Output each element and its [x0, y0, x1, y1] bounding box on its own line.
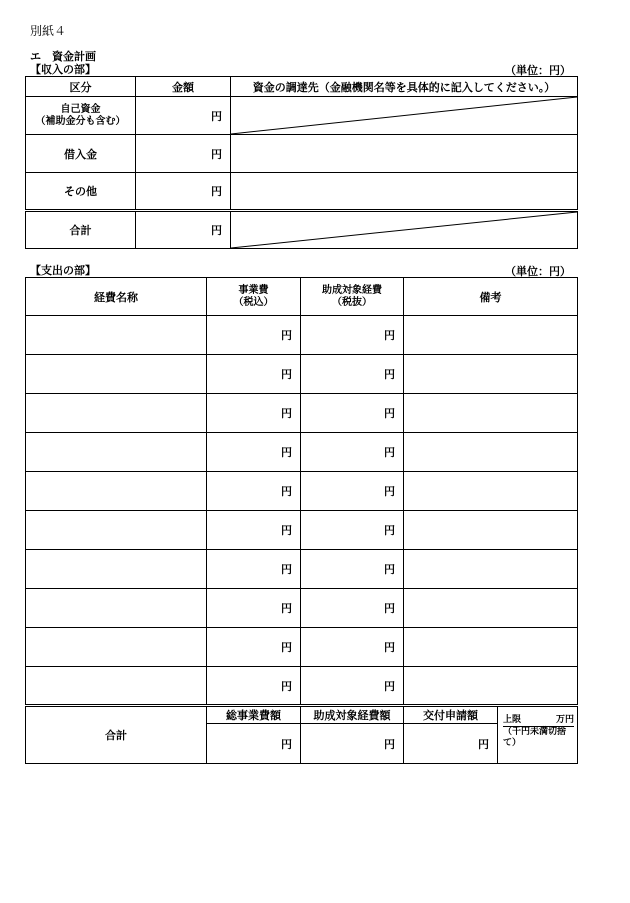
project-cost-cell[interactable]: 円 [207, 472, 301, 511]
row-total-label: 合計 [26, 211, 136, 249]
header-eligible-cost: 助成対象経費 （税抜） [301, 278, 404, 316]
own-funds-amount[interactable]: 円 [136, 97, 231, 135]
other-source[interactable] [231, 173, 578, 211]
form-number: 別紙４ [30, 24, 67, 38]
expense-row [26, 511, 578, 550]
project-cost-cell[interactable]: 円 [207, 394, 301, 433]
expense-name-cell[interactable] [26, 511, 207, 550]
limit-cell [498, 706, 578, 764]
remarks-cell[interactable] [404, 667, 578, 706]
limit-note: （千円未満切捨て） [503, 727, 567, 748]
remarks-cell[interactable] [404, 355, 578, 394]
project-cost-cell[interactable]: 円 [207, 628, 301, 667]
expense-name-cell[interactable] [26, 316, 207, 355]
expense-name-cell[interactable] [26, 589, 207, 628]
eligible-cost-cell[interactable]: 円 [301, 355, 404, 394]
eligible-cost-cell[interactable]: 円 [301, 511, 404, 550]
eligible-cost-cell[interactable]: 円 [301, 667, 404, 706]
request-amount-value[interactable]: 円 [404, 724, 498, 764]
project-cost-cell[interactable]: 円 [207, 589, 301, 628]
project-cost-cell[interactable]: 円 [207, 433, 301, 472]
expense-row [26, 316, 578, 355]
expense-name-cell[interactable] [26, 628, 207, 667]
expense-row [26, 394, 578, 433]
remarks-cell[interactable] [404, 628, 578, 667]
expense-name-cell[interactable] [26, 550, 207, 589]
expense-row [26, 628, 578, 667]
header-source: 資金の調達先（金融機関名等を具体的に記入してください。） [231, 77, 578, 97]
remarks-cell[interactable] [404, 589, 578, 628]
header-amount: 金額 [136, 77, 231, 97]
expense-name-cell[interactable] [26, 667, 207, 706]
expense-row [26, 667, 578, 706]
eligible-cost-cell[interactable]: 円 [301, 472, 404, 511]
other-amount[interactable]: 円 [136, 173, 231, 211]
own-funds-source-slashed [231, 97, 578, 135]
project-cost-cell[interactable]: 円 [207, 550, 301, 589]
row-loan-label: 借入金 [26, 135, 136, 173]
expense-total-label: 合計 [26, 706, 207, 764]
row-own-funds-label: 自己資金 （補助金分も含む） [26, 97, 136, 135]
header-total-eligible: 助成対象経費額 [301, 706, 404, 724]
eligible-cost-cell[interactable]: 円 [301, 433, 404, 472]
expense-row [26, 589, 578, 628]
remarks-cell[interactable] [404, 394, 578, 433]
expense-name-cell[interactable] [26, 472, 207, 511]
header-project-cost: 事業費 （税込） [207, 278, 301, 316]
limit-label: 上限 [503, 715, 522, 725]
row-other-label: その他 [26, 173, 136, 211]
income-table [25, 76, 578, 249]
expense-unit: （単位：円） [505, 265, 571, 278]
total-amount[interactable]: 円 [136, 211, 231, 249]
header-category: 区分 [26, 77, 136, 97]
expense-title: 【支出の部】 [30, 264, 96, 277]
section-title: エ 資金計画 [30, 50, 96, 63]
expense-row [26, 472, 578, 511]
expense-name-cell[interactable] [26, 355, 207, 394]
limit-unit: 万円 [555, 715, 574, 725]
expense-row [26, 355, 578, 394]
eligible-cost-cell[interactable]: 円 [301, 550, 404, 589]
eligible-cost-cell[interactable]: 円 [301, 628, 404, 667]
header-remarks: 備考 [404, 278, 578, 316]
project-cost-cell[interactable]: 円 [207, 355, 301, 394]
income-unit: （単位：円） [505, 64, 571, 77]
total-eligible-value[interactable]: 円 [301, 724, 404, 764]
header-expense-name: 経費名称 [26, 278, 207, 316]
loan-amount[interactable]: 円 [136, 135, 231, 173]
total-cost-value[interactable]: 円 [207, 724, 301, 764]
income-title: 【収入の部】 [30, 63, 96, 76]
expense-row [26, 550, 578, 589]
header-request-amount: 交付申請額 [404, 706, 498, 724]
remarks-cell[interactable] [404, 550, 578, 589]
project-cost-cell[interactable]: 円 [207, 511, 301, 550]
remarks-cell[interactable] [404, 316, 578, 355]
header-total-cost: 総事業費額 [207, 706, 301, 724]
loan-source[interactable] [231, 135, 578, 173]
eligible-cost-cell[interactable]: 円 [301, 316, 404, 355]
remarks-cell[interactable] [404, 511, 578, 550]
project-cost-cell[interactable]: 円 [207, 667, 301, 706]
project-cost-cell[interactable]: 円 [207, 316, 301, 355]
expense-row [26, 433, 578, 472]
expense-name-cell[interactable] [26, 394, 207, 433]
remarks-cell[interactable] [404, 472, 578, 511]
expense-table [25, 277, 578, 764]
eligible-cost-cell[interactable]: 円 [301, 394, 404, 433]
eligible-cost-cell[interactable]: 円 [301, 589, 404, 628]
remarks-cell[interactable] [404, 433, 578, 472]
total-source-slashed [231, 211, 578, 249]
expense-name-cell[interactable] [26, 433, 207, 472]
